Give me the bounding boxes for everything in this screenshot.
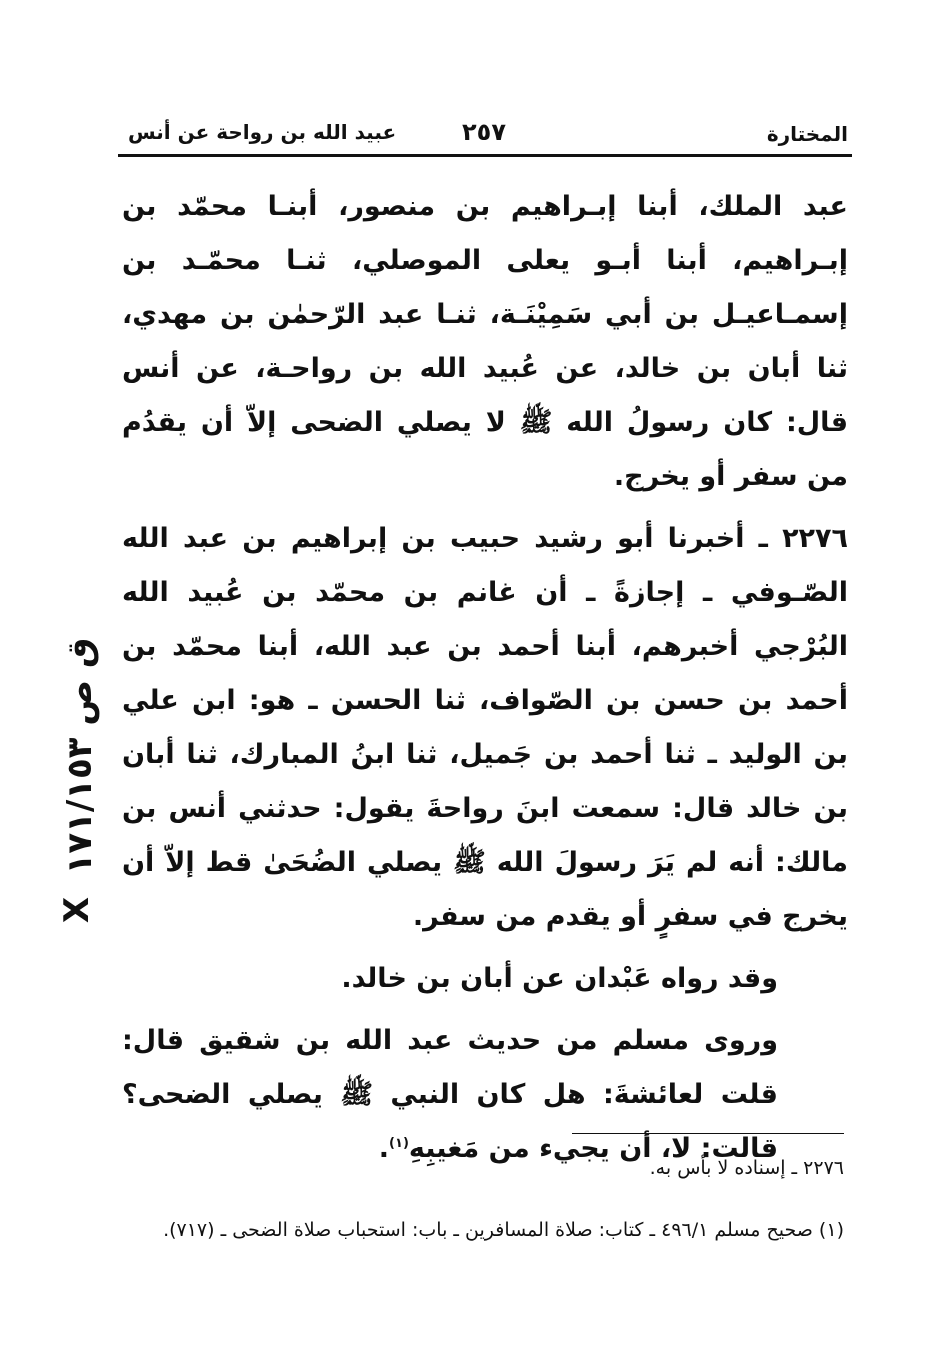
footnote-divider <box>572 1133 844 1134</box>
header-divider <box>118 154 852 157</box>
paragraph-continuation: عبد الملك، أبنا إبـراهيم بن منصور، أبنـا محمّد بن إبـراهيم، أبنا أبـو يعلى الموصلي، ثنـا محمّـد بن إسمـاعيـل بن أبي سَمِيْنَـة، ثنـا عبد الرّحمٰن بن مهدي، ثنا أبان بن خالد، عن عُبيد الله بن رواحـة، عن أنس قال: كان رسولُ الله ﷺ لا يصلي الضحى إلاّ أن يقدُم من سفر أو يخرج. <box>122 191 848 492</box>
book-title: المختارة <box>766 122 848 146</box>
footnote-1: (١) صحيح مسلم ٤٩٦/١ ـ كتاب: صلاة المسافرين ـ باب: استحباب صلاة الضحى ـ (٧١٧). <box>163 1219 844 1241</box>
running-header <box>120 118 848 154</box>
hadith-number: ٢٢٧٦ <box>782 523 848 554</box>
chapter-title: عبيد الله بن رواحة عن أنس <box>128 120 397 144</box>
manuscript-folio-reference: ق ص ١٧١/١٥٣ <box>60 637 100 875</box>
footnote-reference[interactable]: (١) <box>389 1136 409 1151</box>
page-number: ٢٥٧ <box>462 118 506 146</box>
narration-end: . <box>378 1133 390 1164</box>
manuscript-margin-note <box>50 637 110 930</box>
narration-text: وروى مسلم من حديث عبد الله بن شقيق قال: قلت لعائشةَ: هل كان النبي ﷺ يصلي الضحى؟ قالت: لا، أن يجيء من مَغيبِهِ <box>122 1025 778 1164</box>
footnote-grading: ٢٢٧٦ ـ إسناده لا بأس به. <box>649 1157 844 1179</box>
folio-mark: X <box>57 896 98 924</box>
paragraph-abdan-note: وقد رواه عَبْدان عن أبان بن خالد. <box>341 963 778 994</box>
paragraph-hadith-2276 <box>122 512 848 944</box>
footnotes <box>122 1148 844 1250</box>
main-text <box>122 180 848 1176</box>
hadith-text: ـ أخبرنا أبو رشيد حبيب بن إبراهيم بن عبد الله الصّـوفي ـ إجازةً ـ أن غانم بن محمّد بن عُبيد الله البُرْجي أخبرهم، أبنا أحمد بن عبد الله، أبنا محمّد بن أحمد بن حسن بن الصّواف، ثنا الحسن ـ هو: ابن علي بن الوليد ـ ثنا أحمد بن جَميل، ثنا ابنُ المبارك، ثنا أبان بن خالد قال: سمعت ابنَ رواحةَ يقول: حدثني أنس بن مالك: أنه لم يَرَ رسولَ الله ﷺ يصلي الضُحَىٰ قط إلاّ أن يخرج في سفرٍ أو يقدم من سفر. <box>122 523 848 932</box>
